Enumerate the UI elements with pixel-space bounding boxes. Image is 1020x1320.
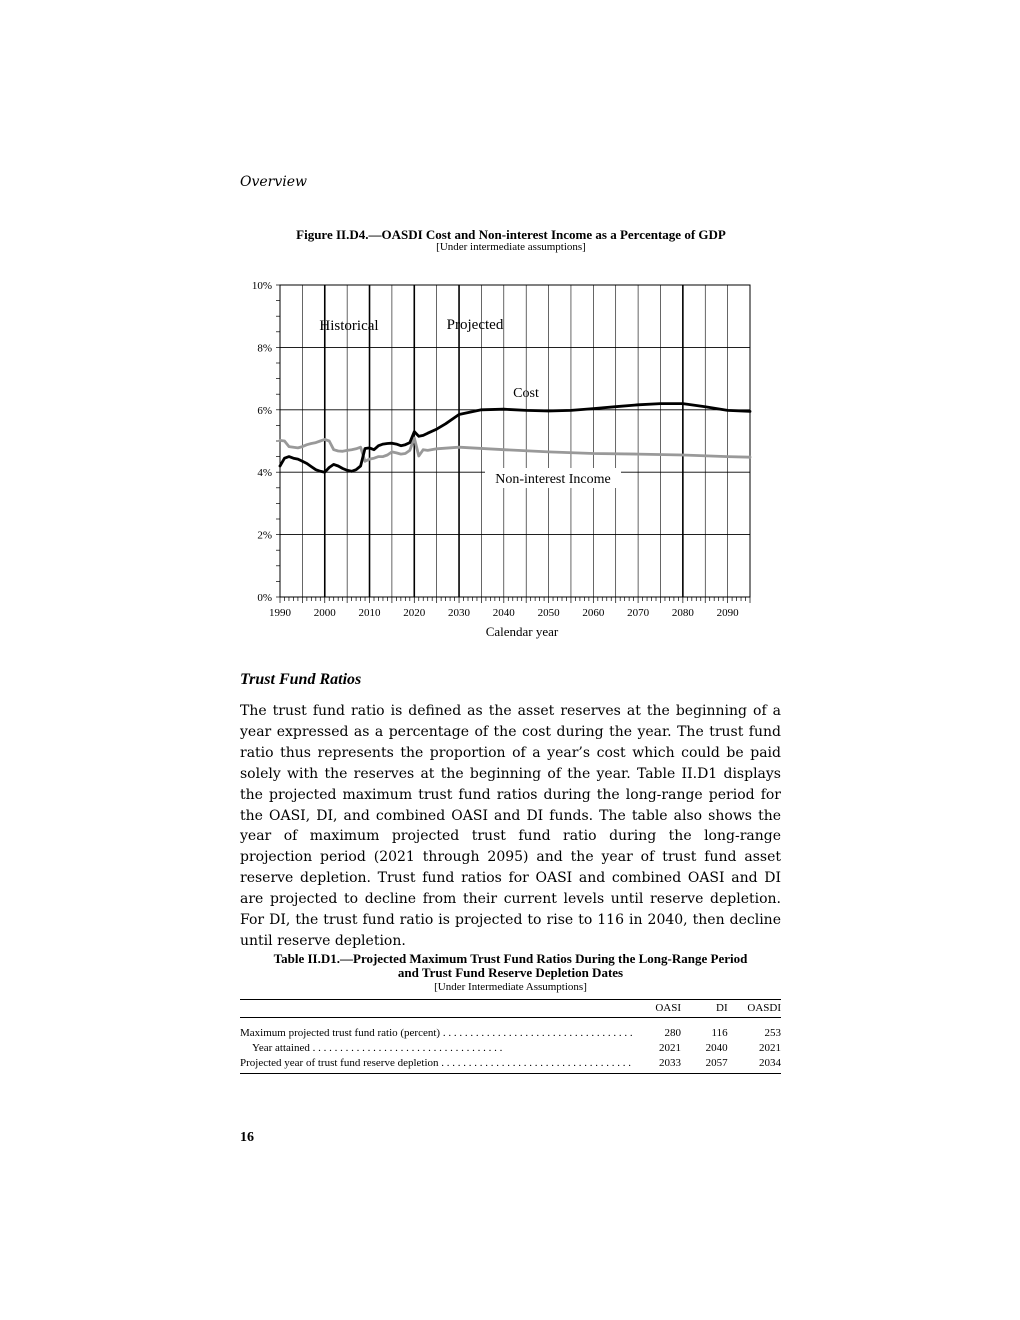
- annotation-historical: Historical: [319, 318, 379, 334]
- x-axis-label: Calendar year: [485, 624, 559, 639]
- table-header-blank: [240, 1000, 633, 1018]
- x-tick-label: 2070: [627, 607, 650, 619]
- row-label: Projected year of trust fund reserve depletion . . .: [240, 1056, 633, 1074]
- table-header-oasi: OASI: [655, 1002, 682, 1014]
- figure-subtitle: [Under intermediate assumptions]: [436, 241, 586, 253]
- cell-di: 116: [711, 1027, 728, 1039]
- running-head: Overview: [240, 174, 308, 190]
- table-row: [240, 1056, 781, 1074]
- cell-di: 2057: [705, 1057, 728, 1069]
- cell-oasdi: 2034: [759, 1057, 781, 1069]
- cell-oasi: 2021: [659, 1042, 682, 1054]
- x-tick-label: 2050: [537, 607, 560, 619]
- cell-di: 2040: [705, 1042, 728, 1054]
- table-header-di: DI: [716, 1002, 728, 1014]
- y-tick-label: 8%: [257, 342, 272, 355]
- y-tick-label: 6%: [257, 404, 272, 417]
- table-header-oasdi: OASDI: [747, 1002, 781, 1014]
- y-tick-label: 4%: [257, 467, 272, 480]
- table-row: [240, 1018, 781, 1042]
- x-tick-label: 2090: [716, 607, 739, 619]
- x-tick-label: 2080: [671, 607, 694, 619]
- cell-oasi: 2033: [659, 1057, 682, 1069]
- table-title: [240, 952, 781, 980]
- y-tick-label: 10%: [251, 280, 272, 292]
- table-header-row: [240, 1000, 781, 1018]
- income-line: [280, 438, 750, 461]
- y-tick-label: 0%: [257, 592, 272, 604]
- annotation-cost: Cost: [513, 386, 539, 401]
- x-tick-label: 2000: [313, 607, 336, 619]
- body-paragraph: The trust fund ratio is defined as the asset reserves at the beginning of a year expressed as a percentage of the cost during the year. The trust fund ratio thus represents the proportion of a year’s cost which could be paid solely with the reserves at the beginning of the year. Table II.D1 displays the projected maximum trust fund ratios during the long-range period for the OASI, DI, and combined OASI and DI funds. The table also shows the year of maximum projected trust fund ratio during the long-range projection period (2021 through 2095) and the year of trust fund asset reserve depletion. Trust fund ratios for OASI and combined OASI and DI are projected to decline from their current levels until reserve depletion. For DI, the trust fund ratio is projected to rise to 116 in 2040, then decline until reserve depletion.: [240, 703, 781, 949]
- x-tick-label: 2030: [448, 607, 471, 619]
- section-heading: Trust Fund Ratios: [240, 671, 362, 688]
- y-tick-label: 2%: [257, 529, 272, 542]
- trust-fund-table: [240, 999, 781, 1074]
- table-title-line1: Table II.D1.—Projected Maximum Trust Fund Ratios During the Long-Range Period: [273, 951, 748, 966]
- table-title-line2: and Trust Fund Reserve Depletion Dates: [397, 965, 624, 980]
- x-tick-label: 2060: [582, 607, 605, 619]
- table-row: [240, 1041, 781, 1056]
- cell-oasdi: 253: [764, 1027, 781, 1039]
- annotation-income: Non-interest Income: [495, 472, 611, 487]
- x-tick-label: 2040: [492, 607, 515, 619]
- cell-oasdi: 2021: [759, 1042, 781, 1054]
- cell-oasi: 280: [664, 1027, 682, 1039]
- figure-title: Figure II.D4.—OASDI Cost and Non-interest Income as a Percentage of GDP: [296, 227, 726, 242]
- table-subtitle: [Under Intermediate Assumptions]: [434, 981, 587, 993]
- x-tick-label: 2010: [358, 607, 381, 619]
- cost-line: [280, 404, 750, 473]
- annotation-projected: Projected: [446, 317, 504, 333]
- page-number: 16: [240, 1130, 254, 1145]
- row-label: Year attained . . .: [240, 1041, 633, 1056]
- x-tick-label: 2020: [403, 607, 426, 619]
- x-tick-label: 1990: [269, 607, 291, 619]
- cost-income-chart: [240, 272, 770, 644]
- row-label: Maximum projected trust fund ratio (percent) . . .: [240, 1018, 633, 1042]
